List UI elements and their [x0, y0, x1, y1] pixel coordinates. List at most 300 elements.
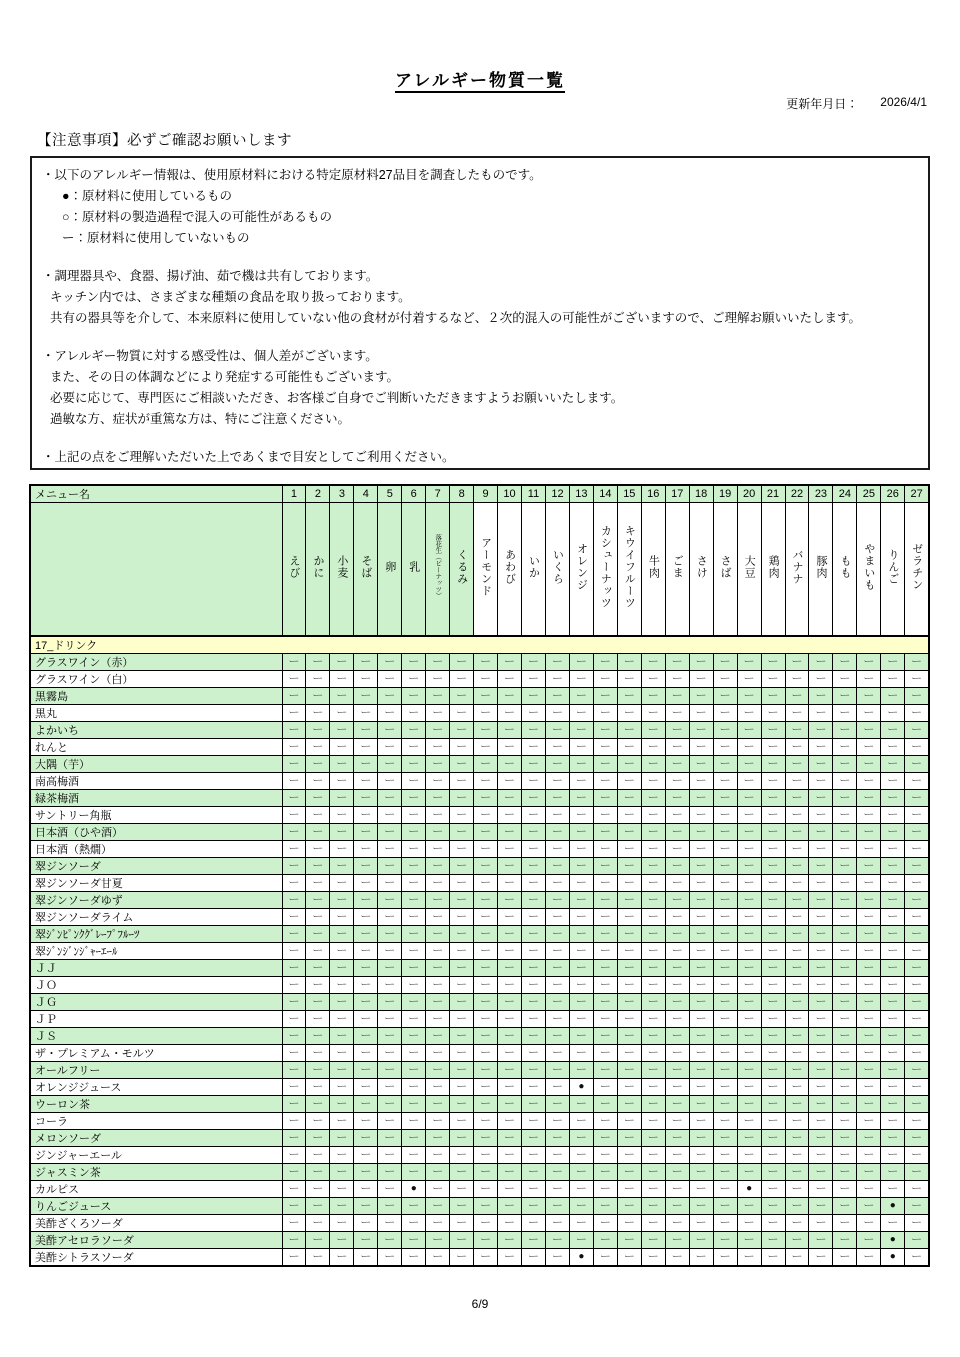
menu-row: [30, 1079, 929, 1096]
mark-none-cell: ー: [522, 790, 546, 807]
mark-none-cell: ー: [474, 1045, 498, 1062]
mark-none-cell: ー: [761, 1215, 785, 1232]
mark-none-cell: ー: [426, 926, 450, 943]
mark-none-cell: ー: [881, 1164, 905, 1181]
allergen-name-cell: [617, 503, 641, 637]
mark-none-cell: ー: [282, 1181, 306, 1198]
mark-none-cell: ー: [689, 1130, 713, 1147]
notice-line: ○：原材料の製造過程で混入の可能性があるもの: [62, 210, 333, 224]
mark-none-cell: ー: [282, 943, 306, 960]
mark-none-cell: ー: [498, 1113, 522, 1130]
mark-none-cell: ー: [809, 1130, 833, 1147]
mark-none-cell: ー: [617, 807, 641, 824]
mark-none-cell: ー: [905, 960, 929, 977]
mark-none-cell: ー: [545, 1062, 569, 1079]
mark-none-cell: ー: [474, 773, 498, 790]
mark-none-cell: ー: [809, 943, 833, 960]
mark-none-cell: ー: [689, 1249, 713, 1267]
mark-none-cell: ー: [282, 1045, 306, 1062]
mark-none-cell: ー: [282, 722, 306, 739]
mark-none-cell: ー: [689, 875, 713, 892]
mark-none-cell: ー: [498, 943, 522, 960]
mark-none-cell: ー: [689, 671, 713, 688]
mark-none-cell: ー: [354, 994, 378, 1011]
mark-none-cell: ー: [330, 892, 354, 909]
allergen-name-cell: [857, 503, 881, 637]
mark-none-cell: ー: [905, 1232, 929, 1249]
mark-none-cell: ー: [306, 1130, 330, 1147]
allergen-number-cell: 2: [306, 485, 330, 503]
allergen-name-cell: [641, 503, 665, 637]
mark-none-cell: ー: [450, 977, 474, 994]
mark-none-cell: ー: [761, 1147, 785, 1164]
mark-none-cell: ー: [354, 1096, 378, 1113]
mark-none-cell: ー: [785, 654, 809, 671]
mark-none-cell: ー: [402, 841, 426, 858]
mark-none-cell: ー: [450, 824, 474, 841]
mark-none-cell: ー: [665, 688, 689, 705]
mark-none-cell: ー: [474, 1028, 498, 1045]
mark-none-cell: ー: [641, 1011, 665, 1028]
mark-none-cell: ー: [402, 1028, 426, 1045]
mark-none-cell: ー: [689, 909, 713, 926]
mark-none-cell: ー: [498, 841, 522, 858]
menu-name-cell: よかいち: [30, 722, 282, 739]
mark-none-cell: ー: [474, 1011, 498, 1028]
mark-none-cell: ー: [545, 1215, 569, 1232]
notice-line: また、その日の体調などにより発症する可能性もございます。: [50, 370, 400, 384]
mark-none-cell: ー: [809, 671, 833, 688]
mark-none-cell: ー: [306, 994, 330, 1011]
allergen-number-cell: 12: [545, 485, 569, 503]
mark-none-cell: ー: [522, 1232, 546, 1249]
mark-none-cell: ー: [713, 654, 737, 671]
mark-none-cell: ー: [857, 960, 881, 977]
allergen-number-cell: 22: [785, 485, 809, 503]
mark-none-cell: ー: [402, 1147, 426, 1164]
mark-none-cell: ー: [354, 722, 378, 739]
mark-none-cell: ー: [569, 994, 593, 1011]
mark-none-cell: ー: [857, 1096, 881, 1113]
mark-none-cell: ー: [378, 1062, 402, 1079]
mark-none-cell: ー: [809, 1079, 833, 1096]
mark-none-cell: ー: [569, 773, 593, 790]
mark-none-cell: ー: [545, 671, 569, 688]
mark-none-cell: ー: [450, 841, 474, 858]
mark-none-cell: ー: [617, 1028, 641, 1045]
mark-none-cell: ー: [330, 875, 354, 892]
mark-none-cell: ー: [833, 1198, 857, 1215]
mark-none-cell: ー: [857, 790, 881, 807]
mark-none-cell: ー: [785, 790, 809, 807]
mark-none-cell: ー: [545, 1028, 569, 1045]
menu-row: [30, 773, 929, 790]
mark-none-cell: ー: [809, 1011, 833, 1028]
mark-none-cell: ー: [474, 875, 498, 892]
mark-none-cell: ー: [833, 977, 857, 994]
allergen-number-cell: 14: [593, 485, 617, 503]
mark-none-cell: ー: [378, 807, 402, 824]
mark-none-cell: ー: [857, 1113, 881, 1130]
menu-row: [30, 1164, 929, 1181]
menu-row: [30, 1011, 929, 1028]
mark-none-cell: ー: [833, 909, 857, 926]
mark-none-cell: ー: [665, 1011, 689, 1028]
mark-none-cell: ー: [665, 1147, 689, 1164]
mark-none-cell: ー: [785, 841, 809, 858]
mark-none-cell: ー: [761, 1249, 785, 1267]
mark-none-cell: ー: [306, 858, 330, 875]
mark-none-cell: ー: [306, 1062, 330, 1079]
mark-none-cell: ー: [426, 1045, 450, 1062]
mark-none-cell: ー: [761, 705, 785, 722]
mark-none-cell: ー: [474, 1113, 498, 1130]
mark-none-cell: ー: [689, 1011, 713, 1028]
mark-none-cell: ー: [378, 654, 402, 671]
mark-none-cell: ー: [522, 1130, 546, 1147]
mark-none-cell: ー: [881, 909, 905, 926]
mark-none-cell: ー: [809, 1198, 833, 1215]
mark-none-cell: ー: [761, 722, 785, 739]
mark-none-cell: ー: [522, 688, 546, 705]
mark-none-cell: ー: [402, 722, 426, 739]
mark-none-cell: ー: [641, 773, 665, 790]
notice-line: ・アレルギー物質に対する感受性は、個人差がございます。: [42, 349, 378, 363]
mark-none-cell: ー: [450, 773, 474, 790]
mark-none-cell: ー: [402, 892, 426, 909]
mark-none-cell: ー: [713, 943, 737, 960]
mark-none-cell: ー: [426, 671, 450, 688]
mark-none-cell: ー: [737, 705, 761, 722]
mark-none-cell: ー: [689, 1215, 713, 1232]
mark-none-cell: ー: [306, 1045, 330, 1062]
mark-none-cell: ー: [593, 654, 617, 671]
mark-none-cell: ー: [785, 1249, 809, 1267]
notice-paragraph: [42, 447, 918, 468]
mark-none-cell: ー: [785, 1147, 809, 1164]
allergen-number-cell: 1: [282, 485, 306, 503]
mark-none-cell: ー: [641, 654, 665, 671]
mark-none-cell: ー: [905, 773, 929, 790]
mark-none-cell: ー: [833, 739, 857, 756]
mark-none-cell: ー: [330, 858, 354, 875]
mark-none-cell: ー: [282, 739, 306, 756]
mark-none-cell: ー: [378, 960, 402, 977]
menu-row: [30, 1113, 929, 1130]
allergen-number-cell: 18: [689, 485, 713, 503]
mark-none-cell: ー: [809, 909, 833, 926]
mark-none-cell: ー: [450, 994, 474, 1011]
mark-none-cell: ー: [522, 1062, 546, 1079]
mark-none-cell: ー: [306, 960, 330, 977]
mark-none-cell: ー: [833, 1062, 857, 1079]
allergen-number-cell: 7: [426, 485, 450, 503]
mark-none-cell: ー: [617, 739, 641, 756]
mark-none-cell: ー: [713, 1147, 737, 1164]
mark-none-cell: ー: [881, 807, 905, 824]
mark-none-cell: ー: [354, 1028, 378, 1045]
menu-row: [30, 1198, 929, 1215]
mark-none-cell: ー: [498, 858, 522, 875]
mark-none-cell: ー: [330, 1164, 354, 1181]
mark-none-cell: ー: [857, 739, 881, 756]
mark-none-cell: ー: [665, 892, 689, 909]
mark-none-cell: ー: [737, 1096, 761, 1113]
mark-none-cell: ー: [881, 1045, 905, 1062]
allergen-number-cell: 11: [522, 485, 546, 503]
mark-none-cell: ー: [833, 1011, 857, 1028]
menu-name-cell: ウーロン茶: [30, 1096, 282, 1113]
mark-none-cell: ー: [881, 943, 905, 960]
mark-none-cell: ー: [713, 1113, 737, 1130]
mark-none-cell: ー: [450, 688, 474, 705]
mark-none-cell: ー: [569, 1011, 593, 1028]
mark-none-cell: ー: [378, 1028, 402, 1045]
mark-none-cell: ー: [689, 1198, 713, 1215]
mark-none-cell: ー: [354, 790, 378, 807]
allergen-name-vertical: そば: [359, 554, 372, 579]
mark-none-cell: ー: [378, 926, 402, 943]
mark-none-cell: ー: [522, 739, 546, 756]
mark-none-cell: ー: [617, 943, 641, 960]
mark-none-cell: ー: [833, 926, 857, 943]
mark-none-cell: ー: [785, 977, 809, 994]
mark-none-cell: ー: [522, 1164, 546, 1181]
mark-none-cell: ー: [498, 807, 522, 824]
mark-none-cell: ー: [665, 1096, 689, 1113]
mark-none-cell: ー: [857, 1028, 881, 1045]
mark-none-cell: ー: [354, 705, 378, 722]
mark-none-cell: ー: [306, 1147, 330, 1164]
mark-none-cell: ー: [402, 1198, 426, 1215]
mark-none-cell: ー: [761, 1181, 785, 1198]
mark-none-cell: ー: [282, 1249, 306, 1267]
mark-none-cell: ー: [474, 671, 498, 688]
allergen-number-cell: 19: [713, 485, 737, 503]
mark-none-cell: ー: [593, 943, 617, 960]
mark-none-cell: ー: [593, 1198, 617, 1215]
mark-none-cell: ー: [665, 671, 689, 688]
mark-none-cell: ー: [881, 688, 905, 705]
mark-none-cell: ー: [402, 875, 426, 892]
mark-none-cell: ー: [905, 807, 929, 824]
mark-none-cell: ー: [450, 1181, 474, 1198]
mark-none-cell: ー: [402, 1079, 426, 1096]
mark-none-cell: ー: [569, 824, 593, 841]
mark-none-cell: ー: [545, 909, 569, 926]
mark-none-cell: ー: [522, 1181, 546, 1198]
allergen-name-vertical: 卵: [383, 561, 396, 573]
mark-none-cell: ー: [545, 926, 569, 943]
mark-none-cell: ー: [593, 1096, 617, 1113]
mark-none-cell: ー: [378, 739, 402, 756]
mark-none-cell: ー: [378, 892, 402, 909]
mark-none-cell: ー: [426, 654, 450, 671]
mark-none-cell: ー: [330, 1028, 354, 1045]
mark-none-cell: ー: [450, 1215, 474, 1232]
mark-none-cell: ー: [761, 875, 785, 892]
mark-none-cell: ー: [545, 1079, 569, 1096]
mark-none-cell: ー: [857, 1215, 881, 1232]
mark-none-cell: ー: [545, 960, 569, 977]
mark-none-cell: ー: [713, 909, 737, 926]
notice-line: ・以下のアレルギー情報は、使用原材料における特定原材料27品目を調査したものです。: [42, 168, 542, 182]
mark-none-cell: ー: [665, 739, 689, 756]
menu-row: [30, 1249, 929, 1267]
mark-none-cell: ー: [689, 943, 713, 960]
mark-none-cell: ー: [833, 1147, 857, 1164]
mark-none-cell: ー: [881, 875, 905, 892]
mark-none-cell: ー: [498, 1181, 522, 1198]
mark-none-cell: ー: [498, 994, 522, 1011]
mark-none-cell: ー: [306, 841, 330, 858]
mark-none-cell: ー: [905, 1011, 929, 1028]
allergen-number-cell: 17: [665, 485, 689, 503]
mark-none-cell: ー: [593, 926, 617, 943]
mark-none-cell: ー: [833, 1028, 857, 1045]
mark-none-cell: ー: [905, 790, 929, 807]
notice-line: 共有の器具等を介して、本来原料に使用していない他の食材が付着するなど、２次的混入の可能性がございますので、ご理解お願いいたします。: [50, 311, 862, 325]
menu-name-cell: オールフリー: [30, 1062, 282, 1079]
allergen-name-vertical: さけ: [695, 554, 708, 579]
mark-none-cell: ー: [785, 688, 809, 705]
mark-none-cell: ー: [498, 926, 522, 943]
mark-none-cell: ー: [665, 722, 689, 739]
mark-none-cell: ー: [378, 1215, 402, 1232]
mark-none-cell: ー: [905, 926, 929, 943]
mark-none-cell: ー: [545, 977, 569, 994]
allergen-name-cell: [665, 503, 689, 637]
mark-used-cell: ●: [569, 1079, 593, 1096]
mark-none-cell: ー: [641, 1249, 665, 1267]
mark-none-cell: ー: [498, 1062, 522, 1079]
mark-none-cell: ー: [354, 926, 378, 943]
mark-none-cell: ー: [306, 688, 330, 705]
notice-paragraph: [42, 346, 918, 430]
mark-none-cell: ー: [282, 909, 306, 926]
mark-none-cell: ー: [282, 1215, 306, 1232]
mark-none-cell: ー: [785, 943, 809, 960]
mark-none-cell: ー: [522, 705, 546, 722]
mark-none-cell: ー: [593, 671, 617, 688]
mark-none-cell: ー: [402, 977, 426, 994]
menu-row: [30, 1130, 929, 1147]
mark-none-cell: ー: [354, 1130, 378, 1147]
mark-none-cell: ー: [617, 1130, 641, 1147]
menu-row: [30, 1215, 929, 1232]
mark-none-cell: ー: [426, 1113, 450, 1130]
mark-none-cell: ー: [306, 1215, 330, 1232]
mark-none-cell: ー: [330, 977, 354, 994]
menu-row: [30, 1232, 929, 1249]
mark-none-cell: ー: [378, 1096, 402, 1113]
mark-none-cell: ー: [306, 1011, 330, 1028]
allergen-name-vertical: ゼラチン: [910, 542, 923, 591]
mark-none-cell: ー: [569, 892, 593, 909]
mark-none-cell: ー: [354, 977, 378, 994]
mark-none-cell: ー: [833, 773, 857, 790]
mark-none-cell: ー: [689, 858, 713, 875]
mark-none-cell: ー: [545, 807, 569, 824]
mark-none-cell: ー: [306, 1198, 330, 1215]
mark-none-cell: ー: [785, 1181, 809, 1198]
mark-none-cell: ー: [905, 892, 929, 909]
mark-none-cell: ー: [354, 943, 378, 960]
mark-none-cell: ー: [881, 790, 905, 807]
mark-none-cell: ー: [713, 756, 737, 773]
mark-none-cell: ー: [761, 943, 785, 960]
mark-none-cell: ー: [833, 790, 857, 807]
mark-none-cell: ー: [857, 654, 881, 671]
mark-none-cell: ー: [282, 1147, 306, 1164]
mark-none-cell: ー: [522, 756, 546, 773]
mark-none-cell: ー: [282, 1130, 306, 1147]
mark-none-cell: ー: [881, 1011, 905, 1028]
mark-none-cell: ー: [833, 1232, 857, 1249]
mark-none-cell: ー: [857, 1232, 881, 1249]
mark-used-cell: ●: [881, 1232, 905, 1249]
mark-none-cell: ー: [402, 1130, 426, 1147]
mark-none-cell: ー: [713, 807, 737, 824]
mark-none-cell: ー: [665, 1198, 689, 1215]
mark-none-cell: ー: [809, 960, 833, 977]
mark-none-cell: ー: [713, 1096, 737, 1113]
mark-none-cell: ー: [330, 1215, 354, 1232]
mark-none-cell: ー: [833, 892, 857, 909]
mark-none-cell: ー: [905, 841, 929, 858]
allergen-name-cell: [498, 503, 522, 637]
mark-none-cell: ー: [785, 926, 809, 943]
mark-none-cell: ー: [569, 705, 593, 722]
mark-none-cell: ー: [593, 722, 617, 739]
mark-none-cell: ー: [498, 773, 522, 790]
mark-none-cell: ー: [354, 756, 378, 773]
mark-none-cell: ー: [545, 1232, 569, 1249]
allergen-name-cell: [713, 503, 737, 637]
mark-none-cell: ー: [809, 1113, 833, 1130]
mark-none-cell: ー: [665, 773, 689, 790]
mark-none-cell: ー: [809, 1181, 833, 1198]
mark-none-cell: ー: [426, 977, 450, 994]
mark-none-cell: ー: [378, 909, 402, 926]
mark-none-cell: ー: [569, 807, 593, 824]
mark-none-cell: ー: [569, 756, 593, 773]
mark-none-cell: ー: [617, 654, 641, 671]
mark-none-cell: ー: [737, 1130, 761, 1147]
mark-none-cell: ー: [354, 841, 378, 858]
mark-none-cell: ー: [498, 688, 522, 705]
menu-name-cell: ＪＯ: [30, 977, 282, 994]
mark-none-cell: ー: [905, 1164, 929, 1181]
mark-none-cell: ー: [617, 1079, 641, 1096]
mark-none-cell: ー: [593, 841, 617, 858]
mark-none-cell: ー: [545, 1096, 569, 1113]
mark-none-cell: ー: [330, 841, 354, 858]
mark-none-cell: ー: [665, 1249, 689, 1267]
mark-none-cell: ー: [306, 824, 330, 841]
mark-none-cell: ー: [378, 1249, 402, 1267]
mark-none-cell: ー: [593, 790, 617, 807]
mark-none-cell: ー: [282, 824, 306, 841]
menu-row: [30, 926, 929, 943]
mark-none-cell: ー: [737, 909, 761, 926]
mark-none-cell: ー: [881, 977, 905, 994]
mark-none-cell: ー: [474, 841, 498, 858]
mark-none-cell: ー: [809, 875, 833, 892]
mark-none-cell: ー: [809, 1062, 833, 1079]
mark-none-cell: ー: [617, 1062, 641, 1079]
mark-none-cell: ー: [593, 1164, 617, 1181]
